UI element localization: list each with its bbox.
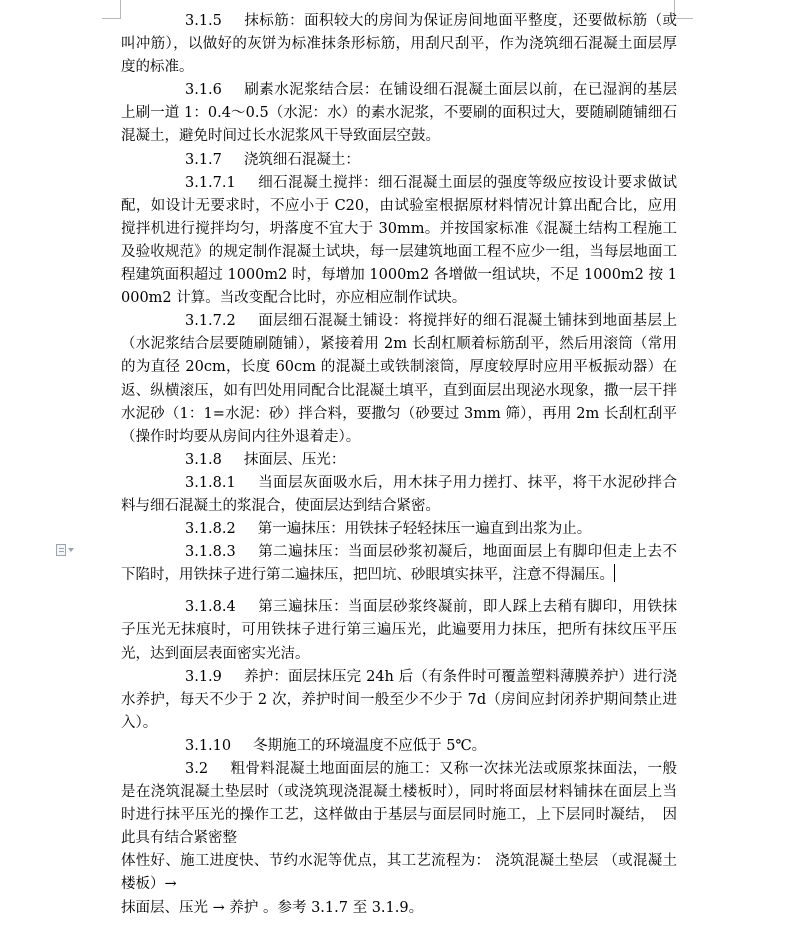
paragraph-text: 第一遍抹压：用铁抹子轻轻抹压一遍直到出浆为止。 xyxy=(257,521,592,538)
section-number: 3.1.10 xyxy=(185,737,232,754)
paragraph-text: 抹标筋：面积较大的房间为保证房间地面平整度，还要做标筋（或叫冲筋），以做好的灰饼为标准抹条形标筋，用刮尺刮平，作为浇筑细石混凝土面层厚度的标准。 xyxy=(121,13,677,76)
section-number: 3.1.7.2 xyxy=(185,313,236,330)
paragraph-3-1-8-3 xyxy=(121,541,677,587)
section-number: 3.1.8.1 xyxy=(185,474,236,491)
paragraph-text: 冬期施工的环境温度不应低于 5℃。 xyxy=(253,737,487,754)
section-number: 3.1.7 xyxy=(185,151,222,168)
paragraph-3-1-8-1 xyxy=(121,472,677,518)
section-number: 3.1.7.1 xyxy=(185,174,236,191)
paragraph-tail-1: 体性好、施工进度快、节约水泥等优点，其工艺流程为： 浇筑混凝土垫层 （或混凝土楼板）→ xyxy=(121,853,677,893)
paragraph-text: 第三遍抹压：当面层砂浆终凝前，即人踩上去稍有脚印，用铁抹子压光无抹痕时，可用铁抹子进行第三遍压光，此遍要用力抹压，把所有抹纹压平压光，达到面层表面密实光洁。 xyxy=(121,599,677,662)
crop-mark-left-horizontal xyxy=(102,18,121,19)
document-body[interactable] xyxy=(121,10,677,920)
paragraph-text: 粗骨料混凝土地面面层的施工：又称一次抹光法或原浆抹面法，一般是在浇筑混凝土垫层时（或浇筑现浇混凝土楼板时），同时将面层材料铺抹在面层上当时进行抹平压光的操作工艺，这样做由于基层与面层同时施工，上下层同时凝结， 因此具有结合紧密整 xyxy=(121,761,677,847)
chevron-down-icon xyxy=(68,548,74,552)
paragraph-3-2 xyxy=(121,758,677,850)
section-number: 3.1.8.3 xyxy=(185,544,236,561)
paragraph-3-1-8-4 xyxy=(121,596,677,665)
section-number: 3.1.6 xyxy=(185,82,222,99)
paragraph-3-1-5 xyxy=(121,10,677,79)
section-number: 3.1.8 xyxy=(185,451,222,468)
document-icon xyxy=(56,544,66,556)
section-number: 3.1.9 xyxy=(185,668,222,685)
paragraph-text: 浇筑细石混凝土： xyxy=(243,151,360,168)
paragraph-text: 当面层灰面吸水后，用木抹子用力搓打、抹平，将干水泥砂拌合料与细石混凝土的浆混合，使面层达到结合紧密。 xyxy=(121,474,677,514)
section-number: 3.1.8.4 xyxy=(185,599,236,616)
text-cursor xyxy=(614,564,615,582)
paragraph-3-1-8-2 xyxy=(121,518,677,541)
paragraph-3-1-7-2 xyxy=(121,310,677,449)
paragraph-3-1-7-1 xyxy=(121,172,677,311)
paragraph-3-1-7 xyxy=(121,149,677,172)
paragraph-text: 第二遍抹压：当面层砂浆初凝后，地面面层上有脚印但走上去不下陷时，用铁抹子进行第二遍抹压，把凹坑、砂眼填实抹平，注意不得漏压。 xyxy=(121,544,677,584)
paragraph-text: 抹面层、压光： xyxy=(243,451,346,468)
paragraph-3-1-9 xyxy=(121,666,677,735)
section-number: 3.1.5 xyxy=(185,13,222,29)
paragraph-3-1-10 xyxy=(121,735,677,758)
document-options-icon[interactable] xyxy=(56,543,80,557)
paragraph-text: 养护：面层抹压完 24h 后（有条件时可覆盖塑料薄膜养护）进行浇水养护，每天不少于 2 次，养护时间一般至少不少于 7d（房间应封闭养护期间禁止进入）。 xyxy=(121,668,677,731)
section-number: 3.2 xyxy=(185,761,209,777)
paragraph-text: 刷素水泥浆结合层：在铺设细石混凝土面层以前，在已湿润的基层上刷一道 1：0.4～0.5（水泥：水）的素水泥浆，不要刷的面积过大，要随刷随铺细石混凝土，避免时间过长水泥浆风干导致面层空鼓。 xyxy=(121,82,677,145)
section-number: 3.1.8.2 xyxy=(185,521,236,538)
paragraph-tail-2: 抹面层、压光 → 养护 。参考 3.1.7 至 3.1.9。 xyxy=(121,899,424,916)
paragraph-text: 细石混凝土搅拌：细石混凝土面层的强度等级应按设计要求做试配，如设计无要求时，不应小于 C20，由试验室根据原材料情况计算出配合比，应用搅拌机进行搅拌均匀，坍落度不宜大于 30mm。并按国家标准《混凝土结构工程施工及验收规范》的规定制作混凝土试块，每一层建筑地面工程不应少一组，当每层地面工程建筑面积超过 1000m2 时，每增加 1000m2 各增做一组试块，不足 1000m2 按 1000m2 计算。当改变配合比时，亦应相应制作试块。 xyxy=(121,174,677,307)
paragraph-text: 面层细石混凝土铺设：将搅拌好的细石混凝土铺抹到地面基层上（水泥浆结合层要随刷随铺），紧接着用 2m 长刮杠顺着标筋刮平，然后用滚筒（常用的为直径 20cm，长度 60cm 的混凝土或铁制滚筒，厚度较厚时应用平板振动器）在返、纵横滚压，如有凹处用同配合比混凝土填平，直到面层出现泌水现象，撒一层干拌水泥砂（1：1=水泥：砂）拌合料，要撒匀（砂要过 3mm 筛），再用 2m 长刮杠刮平（操作时均要从房间内往外退着走）。 xyxy=(121,313,677,445)
paragraph-3-1-6 xyxy=(121,79,677,148)
paragraph-3-1-8 xyxy=(121,449,677,472)
